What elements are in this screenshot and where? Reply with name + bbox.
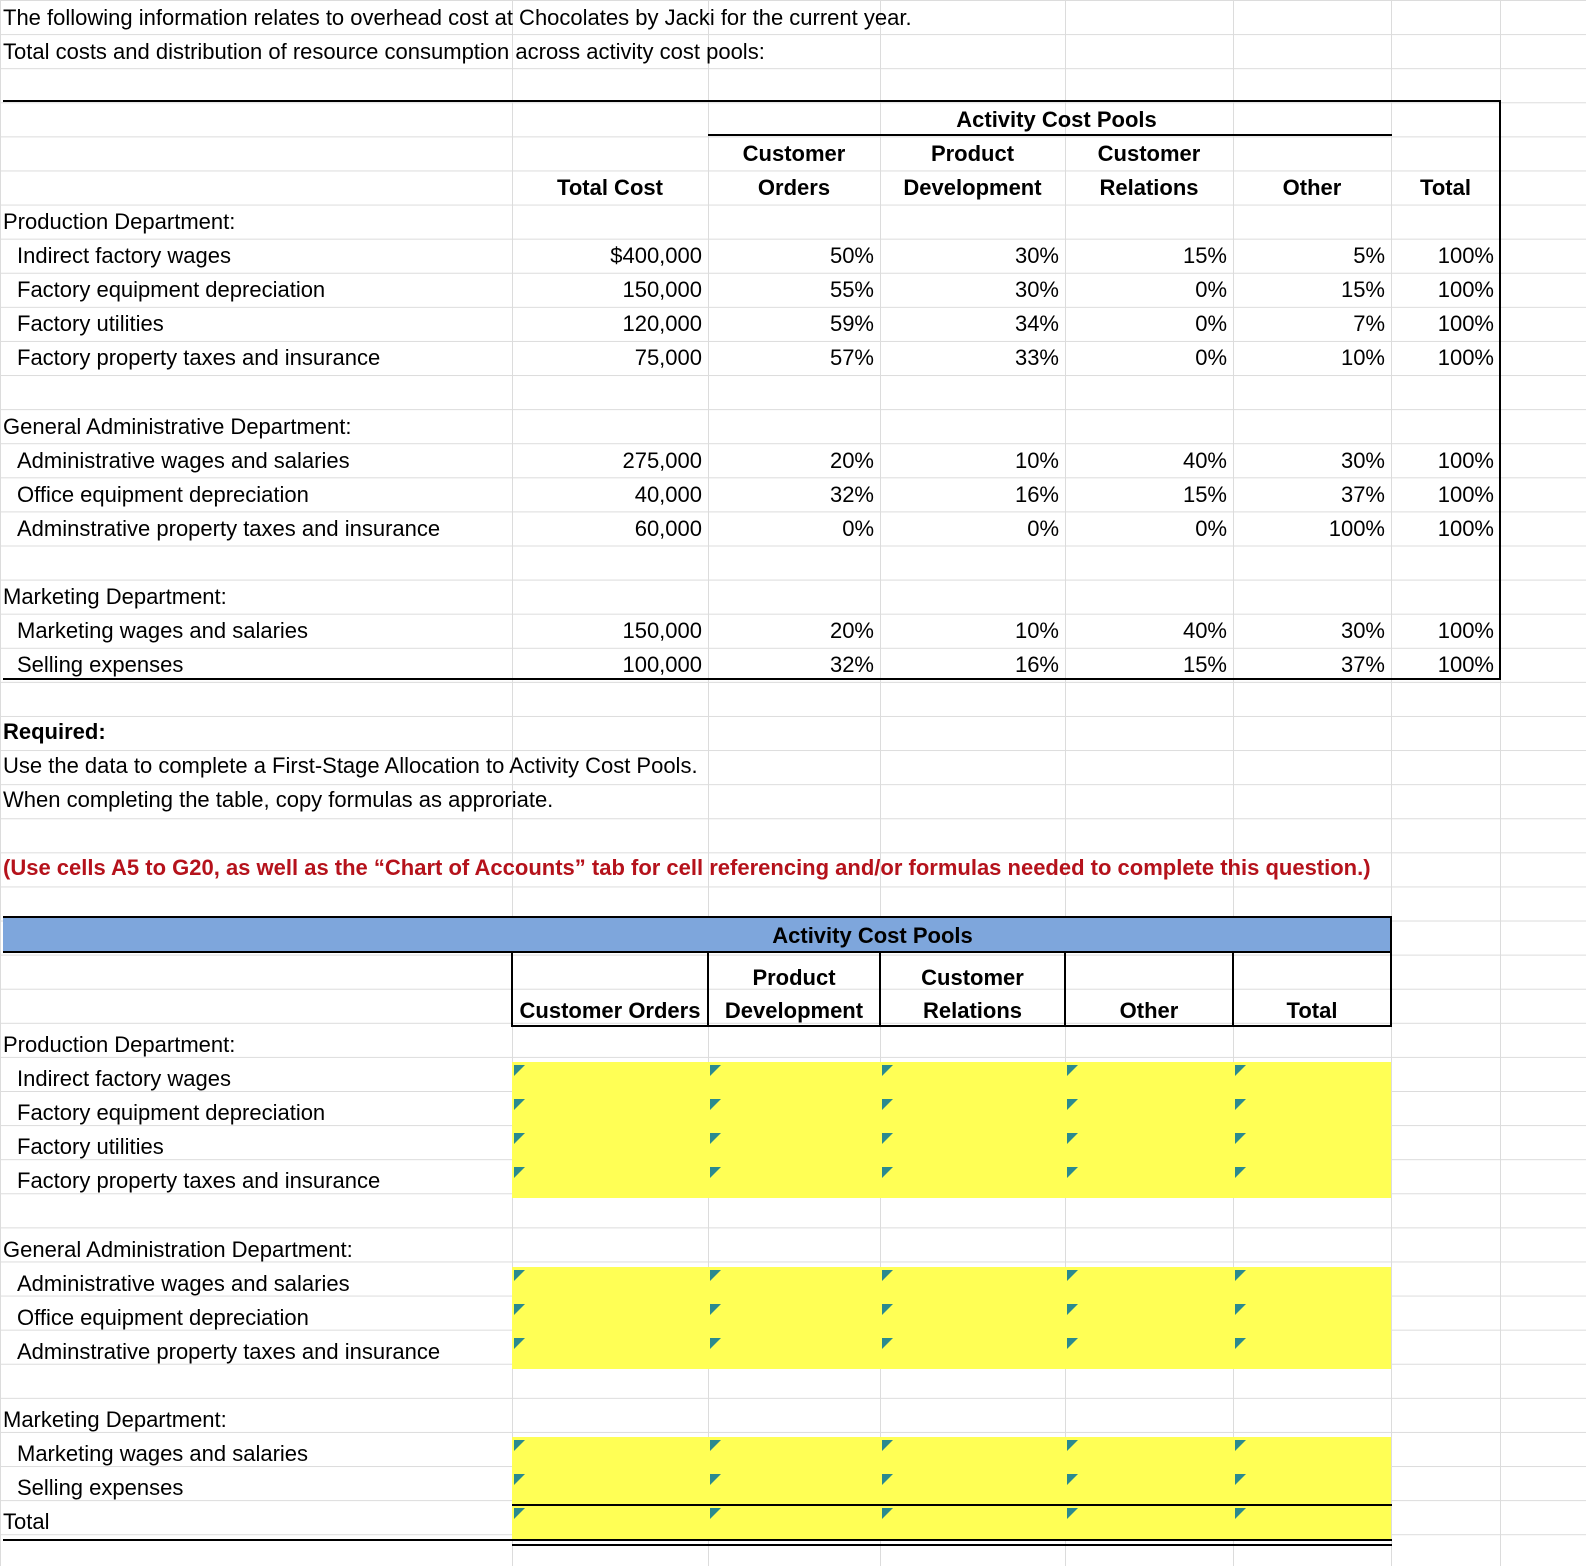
comment-marker-icon — [514, 1133, 525, 1144]
top-row-label[interactable]: Factory utilities — [17, 311, 164, 337]
total-pct[interactable]: 100% — [1437, 652, 1494, 678]
bottom-row-label[interactable]: Office equipment depreciation — [17, 1304, 309, 1330]
customer-orders-pct[interactable]: 59% — [829, 311, 874, 337]
total-cost-cell[interactable]: 40,000 — [634, 481, 702, 507]
required-line-1: Use the data to complete a First-Stage Allocation to Activity Cost Pools. — [3, 753, 698, 778]
comment-marker-icon — [1067, 1270, 1078, 1281]
comment-marker-icon — [1235, 1474, 1246, 1485]
comment-marker-icon — [882, 1167, 893, 1178]
total-bottom-border — [3, 1539, 1392, 1541]
comment-marker-icon — [710, 1167, 721, 1178]
formula-input-cell[interactable] — [1065, 1471, 1085, 1491]
top-row-label[interactable]: Selling expenses — [17, 652, 184, 678]
hdr-product-dev-2: Development — [903, 175, 1042, 200]
product-dev-pct[interactable]: 10% — [1014, 447, 1059, 473]
total-pct[interactable]: 100% — [1437, 345, 1494, 371]
bottom-row-label[interactable]: Indirect factory wages — [17, 1066, 231, 1092]
comment-marker-icon — [514, 1099, 525, 1110]
formula-input-cell[interactable] — [512, 1062, 532, 1082]
other-pct[interactable]: 10% — [1340, 345, 1385, 371]
customer-orders-pct[interactable]: 32% — [829, 481, 874, 507]
bhdr-total: Total — [1286, 998, 1338, 1023]
formula-input-cell[interactable] — [512, 1301, 532, 1321]
bhdr-customer-orders: Customer Orders — [519, 998, 701, 1023]
formula-input-cell[interactable] — [512, 1335, 532, 1355]
total-pct[interactable]: 100% — [1437, 447, 1494, 473]
top-section-title[interactable]: Marketing Department: — [3, 584, 227, 610]
comment-marker-icon — [514, 1065, 525, 1076]
customer-rel-pct[interactable]: 0% — [1195, 515, 1227, 541]
formula-input-cell[interactable] — [880, 1335, 900, 1355]
formula-input-cell[interactable] — [512, 1471, 532, 1491]
top-row-label[interactable]: Office equipment depreciation — [17, 481, 309, 507]
formula-input-cell[interactable] — [1233, 1437, 1253, 1457]
intro-line-2: Total costs and distribution of resource consumption across activity cost pools: — [3, 39, 765, 64]
bhdr-other: Other — [1119, 998, 1179, 1023]
input-fill-block — [512, 1437, 1391, 1505]
customer-rel-pct[interactable]: 0% — [1195, 311, 1227, 337]
comment-marker-icon — [514, 1474, 525, 1485]
top-table-top-border — [3, 100, 1501, 102]
comment-marker-icon — [1067, 1440, 1078, 1451]
formula-input-cell[interactable] — [512, 1164, 532, 1184]
other-pct[interactable]: 37% — [1340, 481, 1385, 507]
input-fill-block — [512, 1062, 1391, 1198]
comment-marker-icon — [882, 1474, 893, 1485]
total-cost-cell[interactable]: 150,000 — [622, 277, 702, 303]
hdr-total-cost: Total Cost — [557, 175, 663, 200]
comment-marker-icon — [1235, 1270, 1246, 1281]
other-pct[interactable]: 7% — [1353, 311, 1385, 337]
product-dev-pct[interactable]: 0% — [1027, 515, 1059, 541]
formula-input-cell[interactable] — [1065, 1267, 1085, 1287]
bottom-row-label[interactable]: Marketing wages and salaries — [17, 1441, 309, 1467]
bottom-section-title[interactable]: Marketing Department: — [3, 1407, 227, 1433]
customer-rel-pct[interactable]: 15% — [1182, 652, 1227, 678]
comment-marker-icon — [514, 1338, 525, 1349]
top-section-title[interactable]: Production Department: — [3, 209, 236, 234]
total-pct[interactable]: 100% — [1437, 481, 1494, 507]
total-pct[interactable]: 100% — [1437, 277, 1494, 303]
formula-input-cell[interactable] — [1233, 1130, 1253, 1150]
formula-input-cell[interactable] — [880, 1130, 900, 1150]
comment-marker-icon — [1067, 1338, 1078, 1349]
comment-marker-icon — [882, 1338, 893, 1349]
formula-input-cell[interactable] — [880, 1437, 900, 1457]
total-pct[interactable]: 100% — [1437, 618, 1494, 644]
hdr-other: Other — [1282, 175, 1342, 200]
required-title: Required: — [3, 719, 106, 744]
input-fill-block — [512, 1267, 1391, 1369]
customer-rel-pct[interactable]: 40% — [1182, 447, 1227, 473]
comment-marker-icon — [710, 1508, 721, 1519]
customer-rel-pct[interactable]: 15% — [1182, 481, 1227, 507]
formula-input-cell[interactable] — [1065, 1301, 1085, 1321]
product-dev-pct[interactable]: 33% — [1014, 345, 1059, 371]
comment-marker-icon — [1235, 1065, 1246, 1076]
total-cost-cell[interactable]: 100,000 — [622, 652, 702, 678]
comment-marker-icon — [710, 1304, 721, 1315]
total-fill-block — [512, 1505, 1391, 1539]
hdr-total: Total — [1420, 175, 1471, 200]
total-input-cell[interactable] — [1233, 1505, 1253, 1525]
product-dev-pct[interactable]: 30% — [1014, 277, 1059, 303]
total-row-label[interactable]: Total — [3, 1509, 50, 1535]
comment-marker-icon — [710, 1338, 721, 1349]
product-dev-pct[interactable]: 16% — [1014, 652, 1059, 678]
other-pct[interactable]: 37% — [1340, 652, 1385, 678]
formula-input-cell[interactable] — [1065, 1164, 1085, 1184]
customer-orders-pct[interactable]: 20% — [829, 447, 874, 473]
comment-marker-icon — [514, 1304, 525, 1315]
comment-marker-icon — [1235, 1508, 1246, 1519]
comment-marker-icon — [1067, 1474, 1078, 1485]
bottom-row-label[interactable]: Factory property taxes and insurance — [17, 1168, 381, 1194]
top-row-label[interactable]: Factory equipment depreciation — [17, 277, 326, 303]
formula-input-cell[interactable] — [1065, 1062, 1085, 1082]
comment-marker-icon — [882, 1304, 893, 1315]
formula-input-cell[interactable] — [880, 1301, 900, 1321]
total-cost-cell[interactable]: 60,000 — [634, 515, 702, 541]
total-top-border — [512, 1504, 1392, 1506]
bottom-row-label[interactable]: Adminstrative property taxes and insurance — [17, 1338, 441, 1364]
total-double-underline — [512, 1544, 1392, 1546]
bottom-row-label[interactable]: Administrative wages and salaries — [17, 1270, 350, 1296]
comment-marker-icon — [1235, 1099, 1246, 1110]
other-pct[interactable]: 15% — [1340, 277, 1385, 303]
total-input-cell[interactable] — [708, 1505, 728, 1525]
comment-marker-icon — [514, 1508, 525, 1519]
top-row-label[interactable]: Marketing wages and salaries — [17, 618, 309, 644]
instruction-note: (Use cells A5 to G20, as well as the “Chart of Accounts” tab for cell referencing and/or formulas needed to complete this question.) — [3, 855, 1371, 880]
comment-marker-icon — [1235, 1304, 1246, 1315]
other-pct[interactable]: 30% — [1340, 618, 1385, 644]
product-dev-pct[interactable]: 30% — [1014, 243, 1059, 269]
total-input-cell[interactable] — [512, 1505, 532, 1525]
comment-marker-icon — [710, 1065, 721, 1076]
required-line-2: When completing the table, copy formulas as approriate. — [3, 787, 554, 812]
top-row-label[interactable]: Factory property taxes and insurance — [17, 345, 381, 371]
formula-input-cell[interactable] — [880, 1267, 900, 1287]
bottom-section-title[interactable]: General Administration Department: — [3, 1236, 353, 1262]
comment-marker-icon — [710, 1270, 721, 1281]
comment-marker-icon — [710, 1133, 721, 1144]
formula-input-cell[interactable] — [1233, 1096, 1253, 1116]
formula-input-cell[interactable] — [1233, 1301, 1253, 1321]
formula-input-cell[interactable] — [708, 1437, 728, 1457]
product-dev-pct[interactable]: 34% — [1014, 311, 1059, 337]
formula-input-cell[interactable] — [708, 1267, 728, 1287]
comment-marker-icon — [1067, 1065, 1078, 1076]
formula-input-cell[interactable] — [1233, 1267, 1253, 1287]
top-row-label[interactable]: Indirect factory wages — [17, 243, 231, 269]
total-input-cell[interactable] — [1065, 1505, 1085, 1525]
formula-input-cell[interactable] — [1233, 1335, 1253, 1355]
customer-orders-pct[interactable]: 50% — [829, 243, 874, 269]
customer-rel-pct[interactable]: 0% — [1195, 277, 1227, 303]
bottom-group-header: Activity Cost Pools — [772, 923, 973, 948]
product-dev-pct[interactable]: 10% — [1014, 618, 1059, 644]
bhdr-product-dev-2: Development — [724, 998, 864, 1023]
total-cost-cell[interactable]: 75,000 — [634, 345, 702, 371]
product-dev-pct[interactable]: 16% — [1014, 481, 1059, 507]
comment-marker-icon — [1235, 1133, 1246, 1144]
total-pct[interactable]: 100% — [1437, 515, 1494, 541]
top-group-header: Activity Cost Pools — [956, 107, 1157, 132]
bottom-row-label[interactable]: Factory equipment depreciation — [17, 1100, 326, 1126]
formula-input-cell[interactable] — [708, 1062, 728, 1082]
total-cost-cell[interactable]: $400,000 — [610, 243, 702, 269]
comment-marker-icon — [514, 1270, 525, 1281]
customer-rel-pct[interactable]: 0% — [1195, 345, 1227, 371]
formula-input-cell[interactable] — [1233, 1062, 1253, 1082]
total-pct[interactable]: 100% — [1437, 311, 1494, 337]
formula-input-cell[interactable] — [708, 1301, 728, 1321]
hdr-customer-orders-2: Orders — [757, 175, 831, 200]
formula-input-cell[interactable] — [1233, 1164, 1253, 1184]
comment-marker-icon — [1067, 1508, 1078, 1519]
total-cost-cell[interactable]: 275,000 — [622, 447, 702, 473]
formula-input-cell[interactable] — [708, 1164, 728, 1184]
customer-orders-pct[interactable]: 55% — [829, 277, 874, 303]
comment-marker-icon — [882, 1133, 893, 1144]
formula-input-cell[interactable] — [880, 1096, 900, 1116]
top-row-label[interactable]: Adminstrative property taxes and insurance — [17, 515, 441, 541]
comment-marker-icon — [882, 1099, 893, 1110]
total-pct[interactable]: 100% — [1437, 243, 1494, 269]
formula-input-cell[interactable] — [512, 1130, 532, 1150]
formula-input-cell[interactable] — [708, 1130, 728, 1150]
customer-orders-pct[interactable]: 0% — [842, 515, 874, 541]
bottom-row-label[interactable]: Selling expenses — [17, 1475, 184, 1501]
total-input-cell[interactable] — [880, 1505, 900, 1525]
comment-marker-icon — [882, 1270, 893, 1281]
customer-orders-pct[interactable]: 57% — [829, 345, 874, 371]
formula-input-cell[interactable] — [708, 1335, 728, 1355]
formula-input-cell[interactable] — [880, 1062, 900, 1082]
header-band-right-border — [1390, 916, 1392, 952]
comment-marker-icon — [1067, 1304, 1078, 1315]
hdr-customer-rel-1: Customer — [1097, 141, 1201, 166]
top-row-label[interactable]: Administrative wages and salaries — [17, 447, 350, 473]
comment-marker-icon — [1067, 1099, 1078, 1110]
top-section-title[interactable]: General Administrative Department: — [3, 413, 352, 439]
formula-input-cell[interactable] — [1233, 1471, 1253, 1491]
comment-marker-icon — [710, 1099, 721, 1110]
comment-marker-icon — [1067, 1133, 1078, 1144]
comment-marker-icon — [710, 1440, 721, 1451]
other-pct[interactable]: 30% — [1340, 447, 1385, 473]
formula-input-cell[interactable] — [708, 1471, 728, 1491]
comment-marker-icon — [882, 1508, 893, 1519]
bhdr-customer-rel-1: Customer — [921, 965, 1024, 990]
formula-input-cell[interactable] — [512, 1096, 532, 1116]
other-pct[interactable]: 100% — [1328, 515, 1385, 541]
comment-marker-icon — [882, 1065, 893, 1076]
total-cost-cell[interactable]: 120,000 — [622, 311, 702, 337]
bhdr-product-dev-1: Product — [752, 965, 836, 990]
formula-input-cell[interactable] — [880, 1164, 900, 1184]
formula-input-cell[interactable] — [512, 1437, 532, 1457]
customer-rel-pct[interactable]: 40% — [1182, 618, 1227, 644]
bhdr-customer-rel-2: Relations — [922, 998, 1023, 1023]
total-cost-cell[interactable]: 150,000 — [622, 618, 702, 644]
customer-orders-pct[interactable]: 32% — [829, 652, 874, 678]
customer-rel-pct[interactable]: 15% — [1182, 243, 1227, 269]
bottom-section-title[interactable]: Production Department: — [3, 1032, 236, 1057]
formula-input-cell[interactable] — [1065, 1335, 1085, 1355]
formula-input-cell[interactable] — [708, 1096, 728, 1116]
comment-marker-icon — [882, 1440, 893, 1451]
comment-marker-icon — [1235, 1338, 1246, 1349]
bottom-row-label[interactable]: Factory utilities — [17, 1134, 164, 1160]
comment-marker-icon — [514, 1440, 525, 1451]
formula-input-cell[interactable] — [1065, 1096, 1085, 1116]
hdr-customer-rel-2: Relations — [1099, 175, 1199, 200]
comment-marker-icon — [1067, 1167, 1078, 1178]
formula-input-cell[interactable] — [1065, 1437, 1085, 1457]
formula-input-cell[interactable] — [1065, 1130, 1085, 1150]
comment-marker-icon — [1235, 1167, 1246, 1178]
hdr-customer-orders-1: Customer — [742, 141, 846, 166]
formula-input-cell[interactable] — [880, 1471, 900, 1491]
comment-marker-icon — [710, 1474, 721, 1485]
formula-input-cell[interactable] — [512, 1267, 532, 1287]
comment-marker-icon — [514, 1167, 525, 1178]
other-pct[interactable]: 5% — [1353, 243, 1385, 269]
customer-orders-pct[interactable]: 20% — [829, 618, 874, 644]
hdr-product-dev-1: Product — [930, 141, 1015, 166]
comment-marker-icon — [1235, 1440, 1246, 1451]
intro-line-1: The following information relates to overhead cost at Chocolates by Jacki for the current year. — [3, 5, 912, 30]
